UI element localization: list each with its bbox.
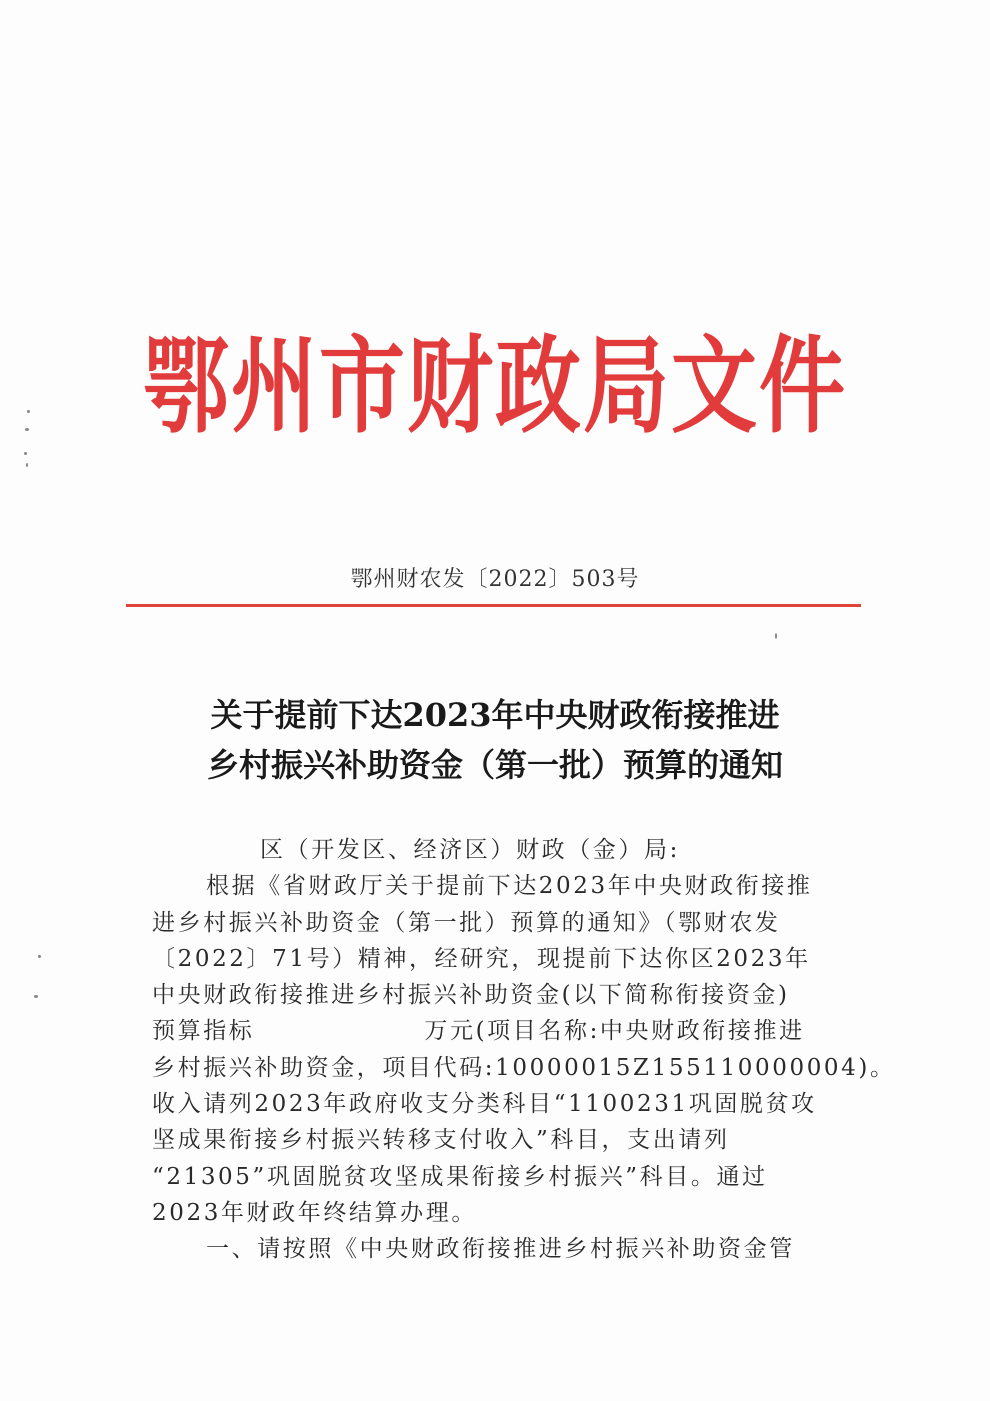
budget-label: 预算指标	[152, 1018, 255, 1045]
scan-speck	[775, 633, 777, 639]
paragraph-1-line-1: 根据《省财政厅关于提前下达2023年中央财政衔接推	[206, 873, 813, 900]
salutation: 区（开发区、经济区）财政（金）局:	[260, 837, 680, 863]
paragraph-1-line-5	[152, 1013, 842, 1049]
paragraph-1-line-6: 乡村振兴补助资金，项目代码:10000015Z155110000004)。	[152, 1054, 896, 1081]
agency-header-title: 鄂州市财政局文件	[143, 325, 847, 449]
document-number: 鄂州财农发〔2022〕503号	[350, 567, 640, 592]
scan-speck	[34, 995, 38, 998]
paragraph-2-line-1: 一、请按照《中央财政衔接推进乡村振兴补助资金管	[206, 1236, 795, 1263]
red-separator-line	[126, 604, 861, 607]
scan-speck	[26, 463, 28, 467]
scan-speck	[27, 410, 30, 413]
paragraph-1-line-10: 2023年财政年终结算办理。	[152, 1199, 477, 1226]
scan-speck	[25, 428, 29, 431]
notice-title-line-2: 乡村振兴补助资金（第一批）预算的通知	[206, 746, 783, 784]
notice-title-line-1: 关于提前下达2023年中央财政衔接推进	[210, 696, 780, 734]
paragraph-1-line-7: 收入请列2023年政府收支分类科目“1100231巩固脱贫攻	[152, 1091, 817, 1118]
paragraph-1-line-2: 进乡村振兴补助资金（第一批）预算的通知》（鄂财农发	[152, 909, 781, 936]
paragraph-1-line-8: 坚成果衔接乡村振兴转移支付收入”科目，支出请列	[152, 1127, 730, 1154]
notice-body	[152, 832, 896, 1268]
scan-speck	[38, 955, 41, 958]
notice-title	[0, 690, 990, 790]
budget-unit-and-project: 万元(项目名称:中央财政衔接推进	[424, 1018, 805, 1045]
paragraph-1-line-4: 中央财政衔接推进乡村振兴补助资金(以下简称衔接资金)	[152, 982, 790, 1009]
scan-speck	[24, 452, 27, 455]
paragraph-1-line-3: 〔2022〕71号）精神，经研究，现提前下达你区2023年	[152, 945, 811, 972]
paragraph-1-line-9: “21305”巩固脱贫攻坚成果衔接乡村振兴”科目。通过	[152, 1163, 768, 1190]
